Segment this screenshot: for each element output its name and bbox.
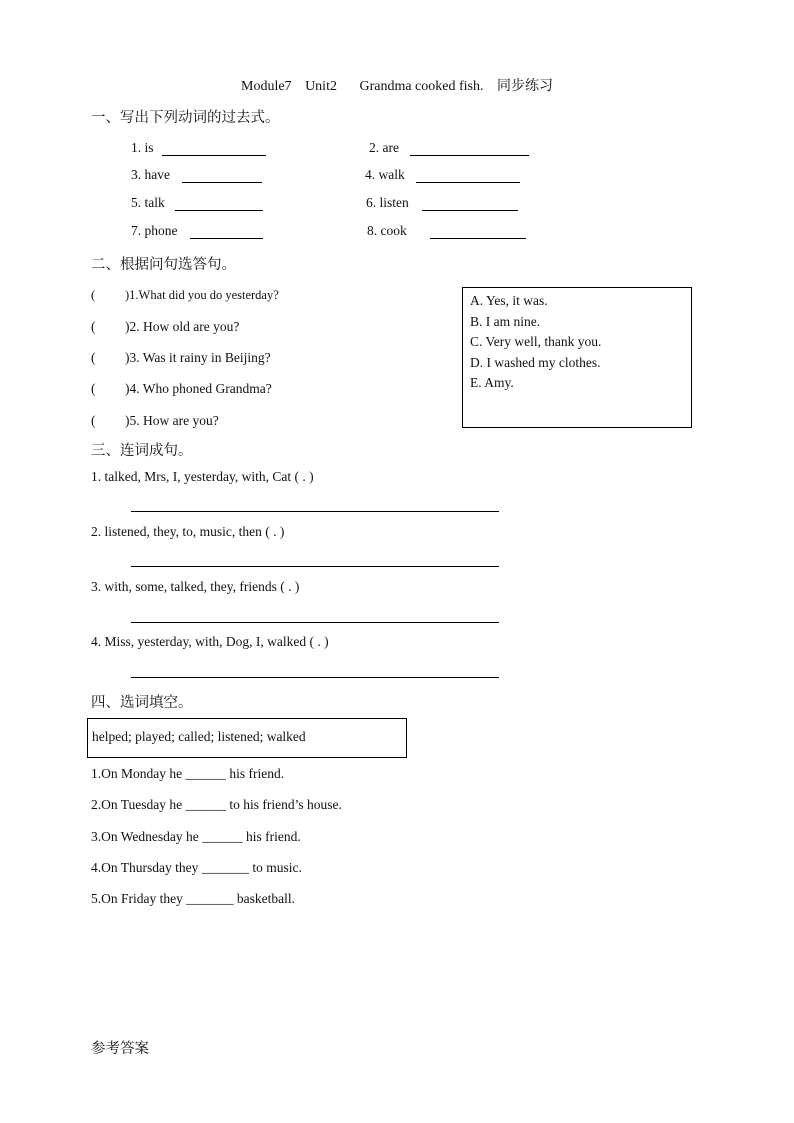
fill-blank[interactable]: ______ [185,797,227,812]
answer-blank-6[interactable] [422,210,518,211]
question-5: ( )5. How are you? [91,413,219,428]
verb-item-3: 3. have [131,167,170,182]
answer-option-d: D. I washed my clothes. [470,355,601,370]
title-module: Module7 [241,79,292,94]
title-lesson: Grandma cooked fish. [359,79,484,94]
fill-blank[interactable]: _______ [201,860,249,875]
fill-item-1: 1.On Monday he ______ his friend. [91,766,285,781]
sentence-line-1[interactable] [131,511,499,512]
answer-blank-1[interactable] [162,155,266,156]
sentence-item-2: 2. listened, they, to, music, then ( . ) [91,524,285,539]
answer-paren[interactable]: ( [91,350,96,365]
answer-blank-3[interactable] [182,182,262,183]
answer-blank-2[interactable] [410,155,529,156]
verb-item-7: 7. phone [131,223,178,238]
section1-heading: 一、写出下列动词的过去式。 [91,110,280,126]
answer-paren[interactable]: ( [91,413,96,428]
title-unit: Unit2 [305,79,337,94]
fill-item-3: 3.On Wednesday he ______ his friend. [91,829,301,844]
sentence-item-1: 1. talked, Mrs, I, yesterday, with, Cat ( . ) [91,469,314,484]
answer-blank-4[interactable] [416,182,520,183]
question-3: ( )3. Was it rainy in Beijing? [91,350,271,365]
answer-paren[interactable]: ( [91,288,96,302]
answer-paren[interactable]: ( [91,319,96,334]
verb-item-2: 2. are [369,140,399,155]
question-1: ( )1.What did you do yesterday? [91,288,279,302]
sentence-item-4: 4. Miss, yesterday, with, Dog, I, walked ( . ) [91,634,329,649]
answer-options-box [462,287,692,428]
sentence-line-3[interactable] [131,622,499,623]
section3-heading: 三、连词成句。 [91,443,193,459]
fill-blank[interactable]: _______ [186,891,234,906]
page-title [0,80,794,94]
fill-item-2: 2.On Tuesday he ______ to his friend’s house. [91,797,342,812]
answer-blank-5[interactable] [175,210,263,211]
answer-paren[interactable]: ( [91,381,96,396]
verb-item-5: 5. talk [131,195,165,210]
verb-item-6: 6. listen [366,195,409,210]
question-4: ( )4. Who phoned Grandma? [91,381,272,396]
fill-blank[interactable]: ______ [185,766,226,781]
fill-blank[interactable]: ______ [202,829,243,844]
word-bank-box [87,718,407,758]
verb-item-1: 1. is [131,140,154,155]
answer-option-b: B. I am nine. [470,314,541,329]
answer-option-c: C. Very well, thank you. [470,334,602,349]
verb-item-4: 4. walk [365,167,405,182]
answer-option-e: E. Amy. [470,375,514,390]
title-label: 同步练习 [496,79,553,94]
section4-heading: 四、选词填空。 [91,695,193,711]
fill-item-4: 4.On Thursday they _______ to music. [91,860,302,875]
question-2: ( )2. How old are you? [91,319,240,334]
word-bank: helped; played; called; listened; walked [92,729,306,744]
sentence-line-2[interactable] [131,566,499,567]
sentence-item-3: 3. with, some, talked, they, friends ( . ) [91,579,300,594]
fill-item-5: 5.On Friday they _______ basketball. [91,891,295,906]
sentence-line-4[interactable] [131,677,499,678]
answers-heading: 参考答案 [91,1041,149,1057]
answer-blank-8[interactable] [430,238,526,239]
answer-option-a: A. Yes, it was. [470,293,548,308]
section2-heading: 二、根据问句选答句。 [91,257,236,273]
verb-item-8: 8. cook [367,223,407,238]
answer-blank-7[interactable] [190,238,263,239]
